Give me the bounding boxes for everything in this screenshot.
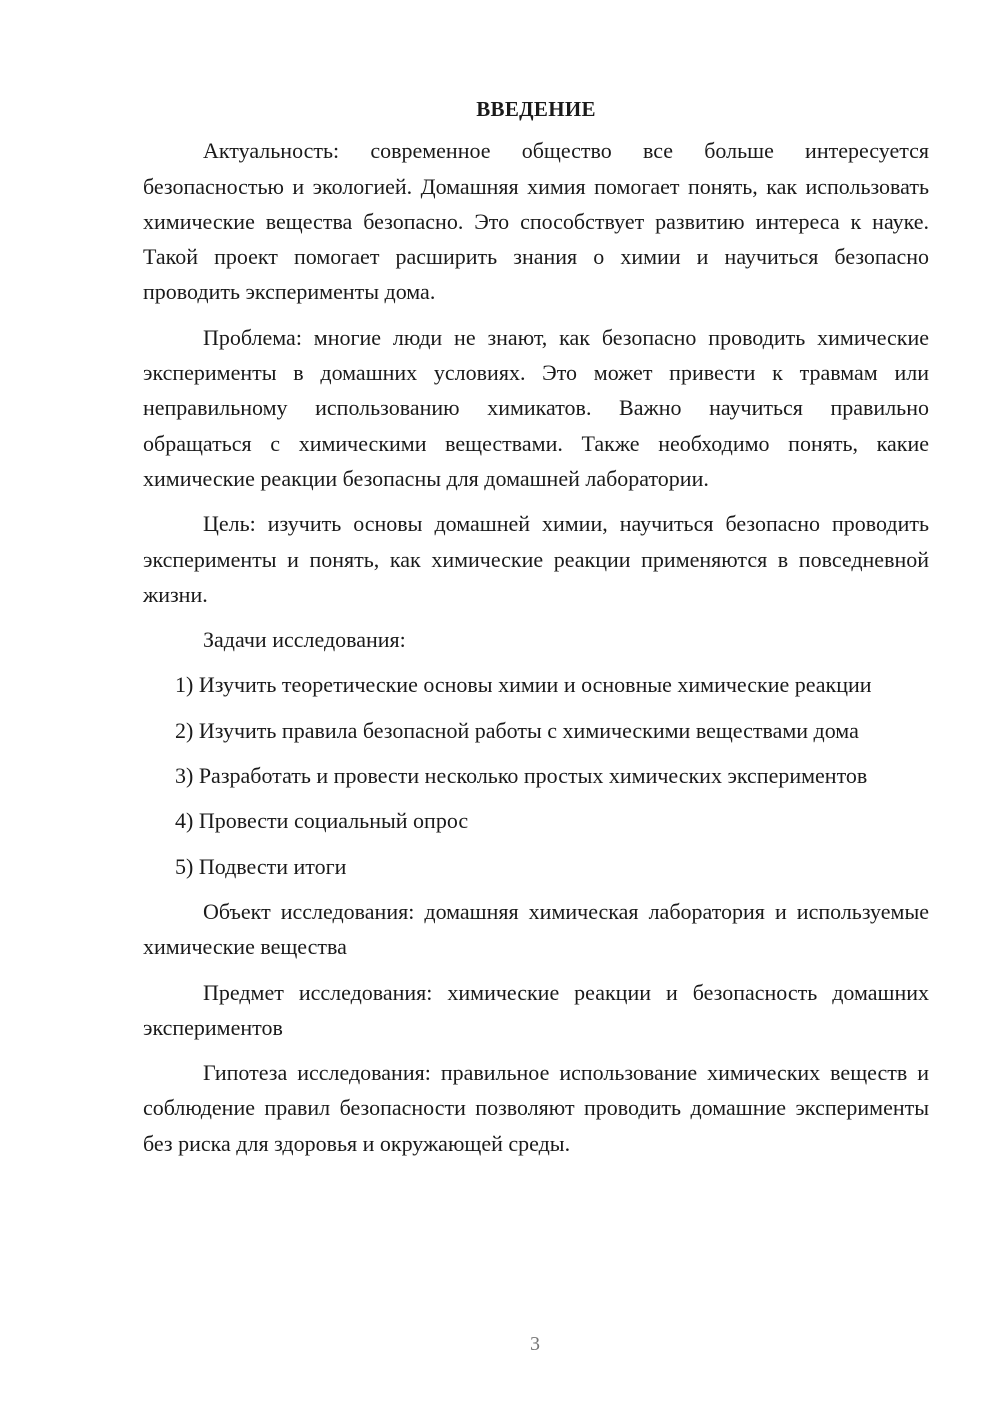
page-title: ВВЕДЕНИЕ: [476, 97, 596, 121]
problem-paragraph: Проблема: многие люди не знают, как безопасно проводить химические эксперименты в домашних условиях. Это может привести к травмам или неправильному использованию химикатов. Важно научиться правильно обращаться с химическими веществами. Также необходимо понять, какие химические реакции безопасны для домашней лаборатории.: [143, 324, 929, 491]
object-paragraph: Объект исследования: домашняя химическая лаборатория и используемые химические вещества: [143, 898, 929, 960]
task-item-2: 2) Изучить правила безопасной работы с химическими веществами дома: [175, 717, 859, 743]
subject-paragraph: Предмет исследования: химические реакции и безопасность домашних экспериментов: [143, 979, 929, 1040]
tasks-heading: Задачи исследования:: [203, 627, 406, 653]
hypothesis-paragraph: Гипотеза исследования: правильное использование химических веществ и соблюдение правил безопасности позволяют проводить домашние эксперименты без риска для здоровья и окружающей среды.: [143, 1060, 929, 1156]
task-item-3: 3) Разработать и провести несколько простых химических экспериментов: [175, 763, 868, 789]
goal-paragraph: Цель: изучить основы домашней химии, научиться безопасно проводить эксперименты и понять, как химические реакции применяются в повседневной жизни.: [143, 511, 929, 607]
task-item-4: 4) Провести социальный опрос: [175, 808, 469, 834]
task-item-1: 1) Изучить теоретические основы химии и основные химические реакции: [175, 672, 872, 698]
relevance-paragraph: Актуальность: современное общество все больше интересуется безопасностью и экологией. Домашняя химия помогает понять, как использовать химические вещества безопасно. Это способствует развитию интереса к науке. Такой проект помогает расширить знания о химии и научиться безопасно проводить эксперименты дома.: [143, 138, 929, 305]
page-number: 3: [530, 1333, 540, 1355]
task-item-5: 5) Подвести итоги: [175, 853, 347, 879]
document-page: [143, 92, 929, 1171]
